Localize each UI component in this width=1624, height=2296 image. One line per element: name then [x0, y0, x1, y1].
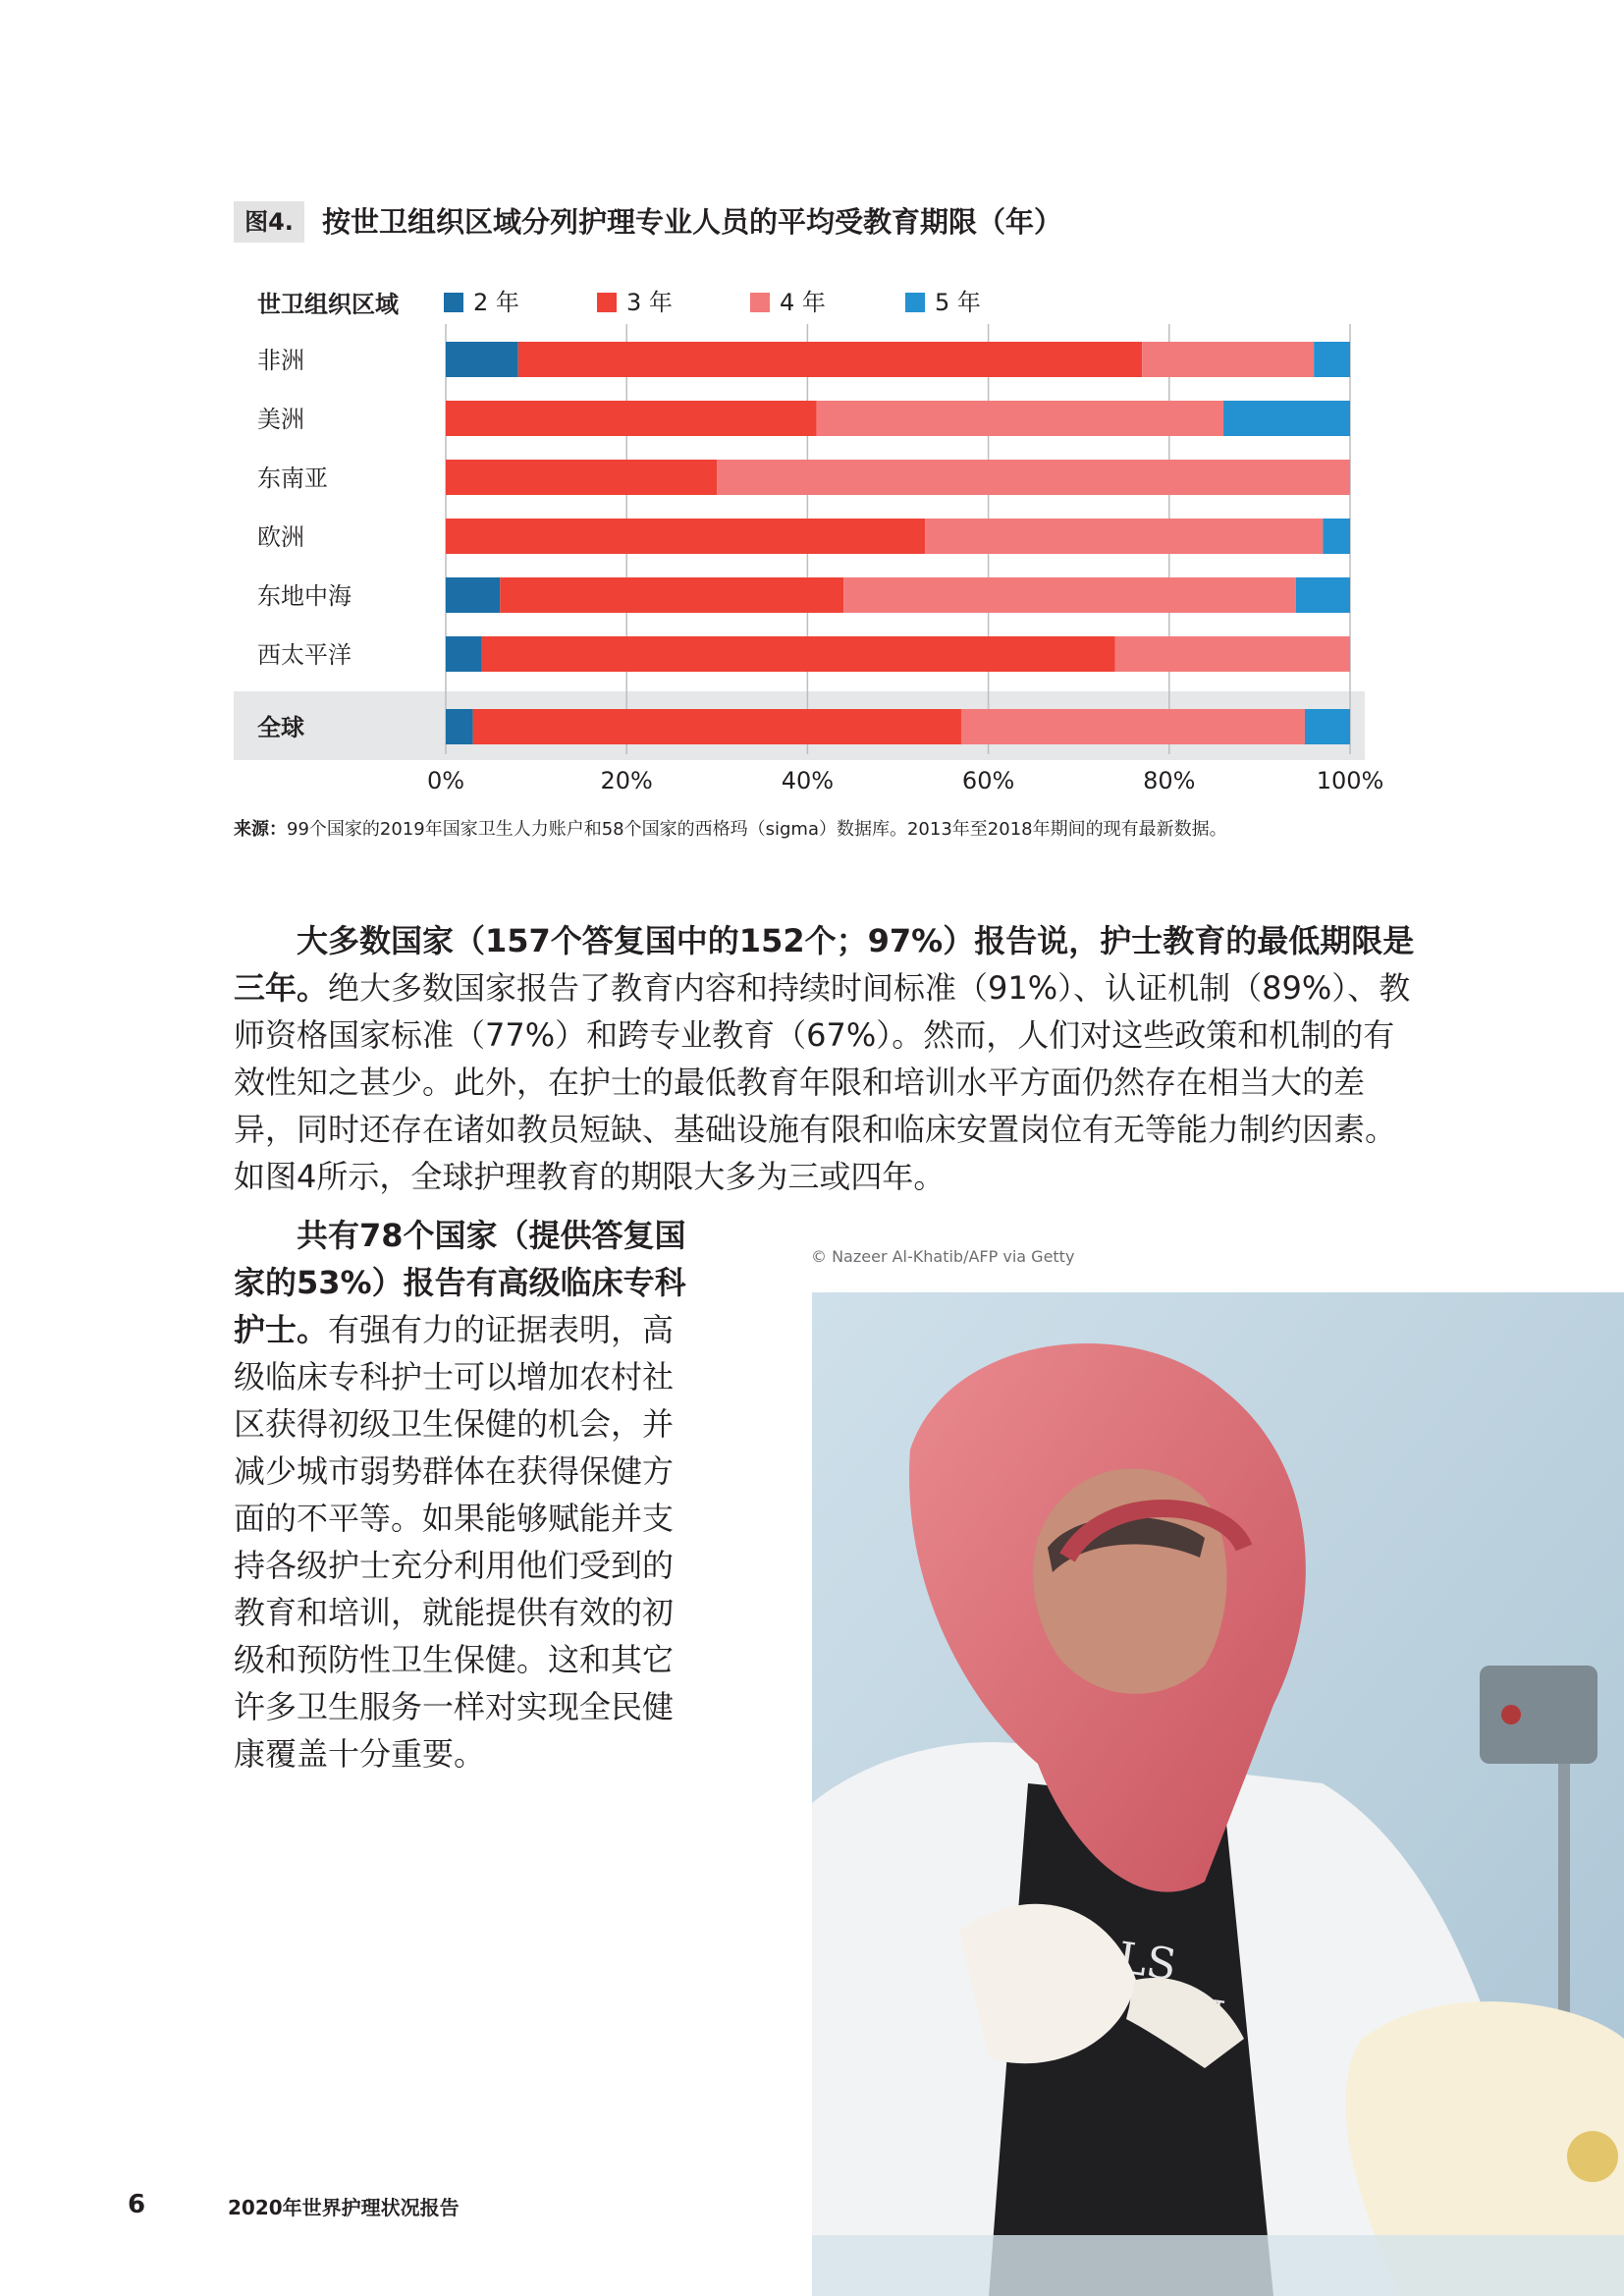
page-number: 6 [128, 2190, 146, 2219]
para2-bold: 共有78个国家（提供答复国家的53%）报告有高级临床专科护士。 [234, 1217, 686, 1348]
source-lead: 来源： [234, 819, 287, 840]
category-label: 美洲 [257, 406, 304, 433]
legend-label: 4 年 [780, 289, 826, 316]
legend-label: 3 年 [626, 289, 673, 316]
body-paragraph-1 [234, 917, 1424, 1200]
figure-tag: 图4. [234, 201, 304, 243]
body-paragraph-2 [234, 1212, 695, 1777]
category-label: 非洲 [257, 347, 304, 374]
bar-segment [1314, 342, 1350, 377]
category-label: 东地中海 [257, 582, 352, 610]
para1-text: 绝大多数国家报告了教育内容和持续时间标准（91%）、认证机制（89%）、教师资格国家标准（77%）和跨专业教育（67%）。然而，人们对这些政策和机制的有效性知之甚少。此外，在护士的最低教育年限和培训水平方面仍然存在相当大的差异，同时还存在诸如教员短缺、基础设施有限和临床安置岗位有无等能力制约因素。如图4所示，全球护理教育的期限大多为三或四年。 [234, 969, 1411, 1195]
legend-label: 2 年 [473, 289, 519, 316]
bar-segment [817, 401, 1223, 436]
bar-segment [1305, 709, 1350, 744]
category-label: 欧洲 [257, 523, 304, 551]
legend-swatch [444, 293, 463, 312]
bar-segment [1115, 636, 1350, 672]
legend-swatch [905, 293, 925, 312]
bar-segment [925, 519, 1323, 554]
category-label: 东南亚 [257, 465, 328, 492]
x-tick-label: 80% [1143, 767, 1196, 794]
bar-segment [1142, 342, 1314, 377]
bar-segment [500, 577, 843, 613]
legend-label: 5 年 [935, 289, 981, 316]
nurse-photo [812, 1292, 1624, 2296]
source-text: 99个国家的2019年国家卫生人力账户和58个国家的西格玛（sigma）数据库。2013年至2018年期间的现有最新数据。 [287, 819, 1227, 840]
bar-segment [473, 709, 961, 744]
x-tick-label: 100% [1316, 767, 1384, 794]
bar-segment [1223, 401, 1350, 436]
footer-report-title: 2020年世界护理状况报告 [228, 2196, 460, 2219]
legend-swatch [750, 293, 770, 312]
figure-title: 按世卫组织区域分列护理专业人员的平均受教育期限（年） [322, 205, 1063, 239]
bar-segment [446, 709, 473, 744]
bar-segment [446, 519, 925, 554]
bar-segment [1296, 577, 1350, 613]
bars [446, 342, 1350, 744]
legend [257, 289, 981, 318]
bar-segment [446, 577, 500, 613]
x-tick-label: 40% [781, 767, 835, 794]
category-label: 全球 [257, 714, 304, 741]
x-tick-labels [427, 767, 1383, 794]
legend-swatch [597, 293, 617, 312]
figure-source [234, 815, 1227, 841]
stacked-bar-chart [0, 0, 1624, 864]
bar-segment [446, 460, 717, 495]
x-tick-label: 60% [961, 767, 1015, 794]
para2-text: 有强有力的证据表明，高级临床专科护士可以增加农村社区获得初级卫生保健的机会，并减少城市弱势群体在获得保健方面的不平等。如果能够赋能并支持各级护士充分利用他们受到的教育和培训，就能提供有效的初级和预防性卫生保健。这和其它许多卫生服务一样对实现全民健康覆盖十分重要。 [234, 1311, 675, 1773]
category-labels [257, 347, 352, 741]
bar-segment [518, 342, 1142, 377]
para1-bold: 大多数国家（157个答复国中的152个；97%）报告说，护士教育的最低期限是三年。 [234, 922, 1415, 1007]
category-label: 西太平洋 [257, 641, 352, 669]
bar-segment [482, 636, 1115, 672]
bar-segment [843, 577, 1296, 613]
x-tick-label: 0% [426, 767, 465, 794]
bar-segment [717, 460, 1350, 495]
bar-segment [961, 709, 1305, 744]
bar-segment [446, 636, 482, 672]
bar-segment [446, 342, 518, 377]
legend-title: 世卫组织区域 [257, 291, 399, 318]
bar-segment [1323, 519, 1350, 554]
bar-segment [446, 401, 817, 436]
x-tick-label: 20% [600, 767, 653, 794]
photo-credit: © Nazeer Al-Khatib/AFP via Getty [811, 1247, 1075, 1266]
